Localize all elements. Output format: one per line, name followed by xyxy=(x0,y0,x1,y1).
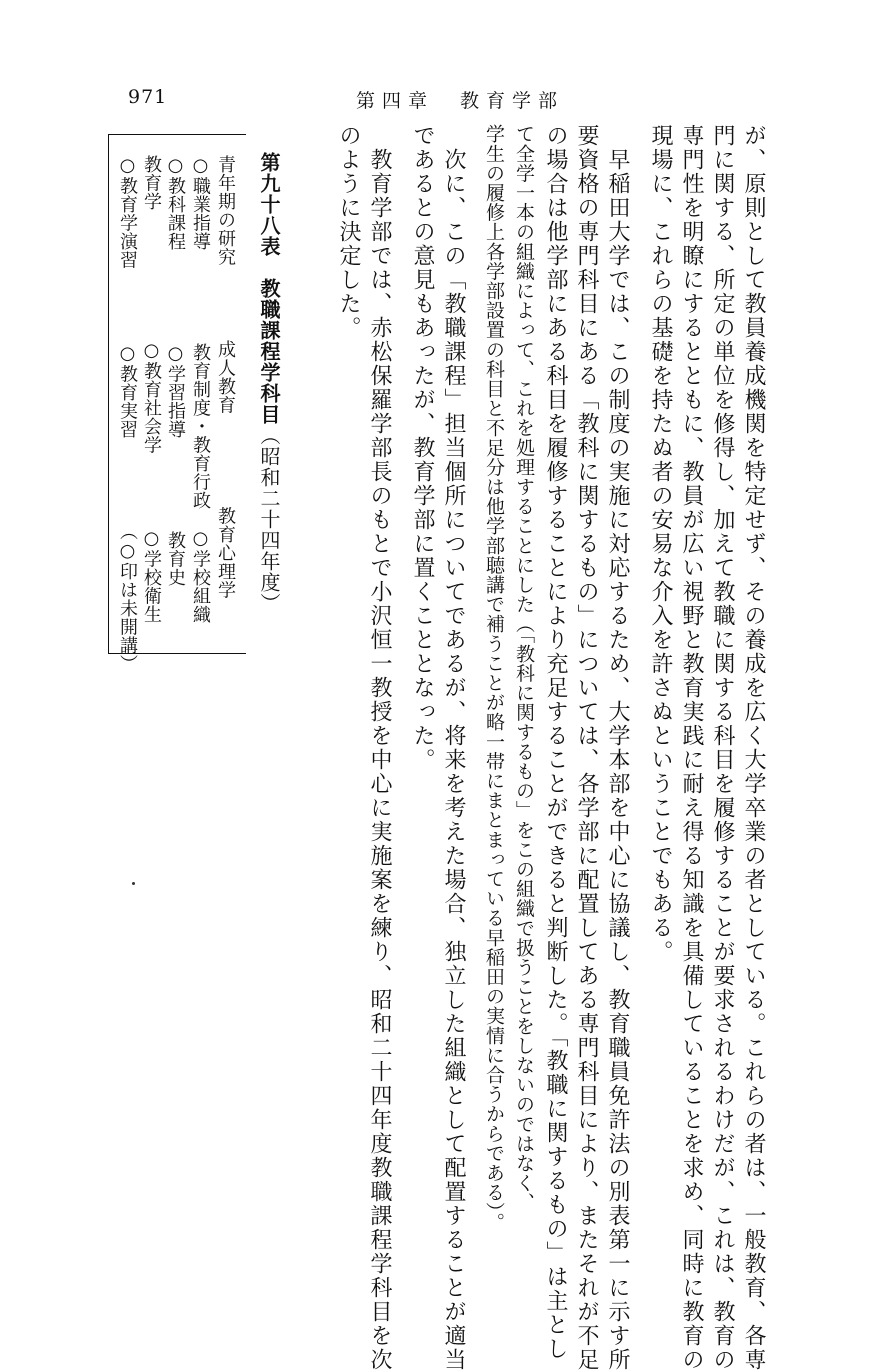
body-line: 現場に、これらの基礎を持たぬ者の安易な介入を許さぬということでもある。 xyxy=(648,124,673,964)
table-column: ○職業指導 教育制度・教育行政 ○学校組織 xyxy=(190,155,211,624)
body-line: であるとの意見もあったが、教育学部に置くこととなった。 xyxy=(410,124,435,772)
table-title-year: （昭和二十四年度） xyxy=(257,425,281,614)
table-title-main: 第九十八表 教職課程学科目 xyxy=(257,152,281,425)
table-title xyxy=(255,152,284,614)
body-line: 要資格の専門科目にある「教科に関するもの」については、各学部に配置してある専門科目により、またそれが不足 xyxy=(574,124,599,1372)
body-line: 学生の履修上各学部設置の科目と不足分は他学部聴講で補うことが略一帯にまとまっている早稲田の実情に合うからである）。 xyxy=(483,124,505,1232)
print-speck xyxy=(132,882,135,885)
course-table xyxy=(108,134,246,673)
body-line: 早稲田大学では、この制度の実施に対応するため、大学本部を中心に協議し、教育職員免許法の別表第一に示す所 xyxy=(605,124,630,1372)
table-column: 青年期の研究 成人教育 教育心理学 xyxy=(215,155,236,599)
body-line: て全学一本の組織によって、これを処理することにした（「教科に関するもの」をこの組織で扱うことをしないのではなく、 xyxy=(513,124,535,1213)
running-head: 第四章 教育学部 xyxy=(356,90,565,112)
table-column: ○教育学演習 ○教育実習 （○印は未開講） xyxy=(117,155,138,673)
body-line: 次に、この「教職課程」担当個所についてであるが、将来を考えた場合、独立した組織として配置することが適当 xyxy=(441,124,466,1372)
body-line: のように決定した。 xyxy=(336,124,361,340)
table-column: 教育学 ○教育社会学 ○学校衛生 xyxy=(141,155,162,624)
body-line: 門に関する、所定の単位を修得し、加えて教職に関する科目を履修することが要求されるわけだが、これは、教育の xyxy=(710,124,735,1372)
body-line: が、原則として教員養成機関を特定せず、その養成を広く大学卒業の者としている。これらの者は、一般教育、各専 xyxy=(741,124,766,1372)
table-column: ○教科課程 ○学習指導 教育史 xyxy=(165,155,186,587)
page-number: 971 xyxy=(128,86,168,108)
body-line: の場合は他学部にある科目を履修することにより充足することができると判断した。「教職に関するもの」は主とし xyxy=(543,124,568,1361)
body-line: 専門性を明瞭にするとともに、教員が広い視野と教育実践に耐え得る知識を具備していることを求め、同時に教育の xyxy=(679,124,704,1372)
body-line: 教育学部では、赤松保羅学部長のもとで小沢恒一教授を中心に実施案を練り、昭和二十四年度教職課程学科目を次 xyxy=(367,124,392,1372)
